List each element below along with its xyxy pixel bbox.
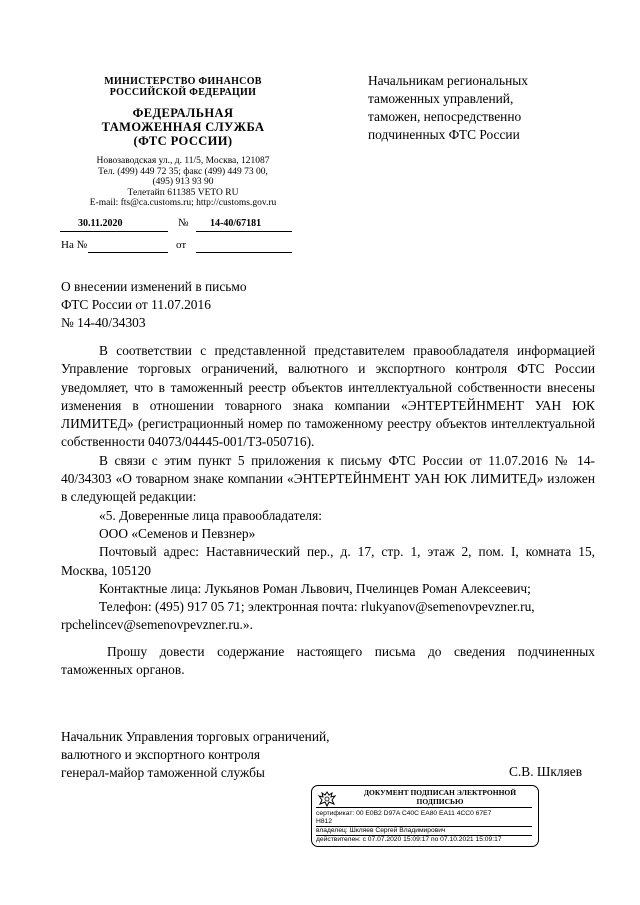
- ministry-name-line-2: РОССИЙСКОЙ ФЕДЕРАЦИИ: [109, 87, 257, 98]
- subject-block: [61, 278, 341, 332]
- ref-label: На №: [61, 239, 88, 251]
- body-paragraph-5: Почтовый адрес: Наставнический пер., д. 17, стр. 1, этаж 2, пом. I, комната 15, Москва, 105120: [61, 544, 595, 578]
- stamp-title-line: ПОДПИСЬЮ: [416, 796, 464, 806]
- letterhead: [58, 76, 308, 209]
- stamp-validity: действителен: с 07.07.2020 15:09:17 по 07.10.2021 15:09:17: [316, 836, 502, 843]
- ref-underline: [88, 252, 168, 253]
- address-block: [58, 156, 308, 209]
- stamp-title: [346, 789, 534, 806]
- emblem-icon: [316, 790, 338, 808]
- recipient-line: таможенных управлений,: [368, 91, 514, 106]
- body-paragraph-8: Прошу довести содержание настоящего письма до сведения подчиненных таможенных органов.: [61, 643, 595, 678]
- registration-date: 30.11.2020: [78, 218, 123, 229]
- number-sign: №: [178, 217, 189, 229]
- phone-line-2: (495) 913 93 90: [152, 177, 214, 188]
- service-name-line-1: ФЕДЕРАЛЬНАЯ: [132, 106, 234, 120]
- email-line: E-mail: fts@ca.customs.ru; http://customs.gov.ru: [89, 198, 277, 209]
- body-paragraph-7-cont: rpchelincev@semenovpevzner.ru.».: [61, 617, 253, 633]
- registration-number: 14-40/67181: [210, 218, 262, 229]
- body-paragraph-3: «5. Доверенные лица правообладателя:: [99, 507, 322, 523]
- body-paragraph-6: Контактные лица: Лукьянов Роман Львович, Пчелинцев Роман Алексеевич;: [99, 580, 531, 596]
- service-name-line-2: ТАМОЖЕННАЯ СЛУЖБА: [101, 120, 265, 134]
- body-paragraph-7: Телефон: (495) 917 05 71; электронная почта: rlukyanov@semenovpevzner.ru,: [99, 599, 535, 615]
- service-name-line-3: (ФТС РОССИИ): [133, 134, 233, 148]
- teletype-line: Телетайп 611385 VETO RU: [127, 187, 239, 198]
- date-underline: [60, 231, 168, 232]
- subject-line: О внесении изменений в письмо: [61, 279, 247, 294]
- signer-name: С.В. Шкляев: [509, 764, 583, 779]
- stamp-divider: [316, 807, 532, 808]
- recipient-block: [368, 72, 598, 144]
- from-underline: [196, 252, 292, 253]
- number-underline: [196, 231, 292, 232]
- recipient-line: Начальникам региональных: [368, 73, 528, 88]
- stamp-title-line: ДОКУМЕНТ ПОДПИСАН ЭЛЕКТРОННОЙ: [363, 788, 517, 797]
- from-label: от: [176, 239, 187, 251]
- body-paragraph-2: В связи с этим пункт 5 приложения к письму ФТС России от 11.07.2016 № 14-40/34303 «О товарном знаке компании «ЭНТЕРТЕЙНМЕНТ УАН ЮК ЛИМИТЕД» изложен в следующей редакции:: [61, 452, 595, 505]
- subject-line: № 14-40/34303: [61, 315, 146, 330]
- e-signature-stamp: [311, 785, 539, 847]
- subject-line: ФТС России от 11.07.2016: [61, 297, 211, 312]
- body-paragraph-4: ООО «Семенов и Певзнер»: [99, 525, 256, 541]
- letter-body: [61, 342, 595, 679]
- position-line: генерал-майор таможенной службы: [61, 765, 265, 780]
- position-line: Начальник Управления торговых ограничений,: [61, 729, 330, 744]
- phone-line: Тел. (499) 449 72 35; факс (499) 449 73 00,: [98, 166, 268, 177]
- ministry-name-line-1: МИНИСТЕРСТВО ФИНАНСОВ: [104, 76, 262, 87]
- address-line: Новозаводская ул., д. 11/5, Москва, 121087: [96, 156, 270, 166]
- signature-position: [61, 728, 391, 782]
- stamp-certificate: сертификат: 00 E0B2 D97A C40C EA80 EA11 4CC0 67E7: [316, 810, 492, 817]
- body-paragraph-1: В соответствии с представленной представителем правообладателя информацией Управление торговых ограничений, валютного и экспортного контроля ФТС России уведомляет, что в таможенный реестр объектов интеллектуальной собственности внесены изменения в отношении товарного знака компании «ЭНТЕРТЕЙНМЕНТ УАН ЮК ЛИМИТЕД» (регистрационный номер по таможенному реестру объектов интеллектуальной собственности 04073/04445-001/ТЗ-050716).: [61, 343, 595, 450]
- stamp-certificate-tail: H812: [316, 818, 332, 825]
- recipient-line: подчиненных ФТС России: [368, 127, 520, 142]
- recipient-line: таможен, непосредственно: [368, 109, 522, 124]
- stamp-owner: владелец: Шкляев Сергей Владимирович: [316, 827, 446, 834]
- position-line: валютного и экспортного контроля: [61, 747, 261, 762]
